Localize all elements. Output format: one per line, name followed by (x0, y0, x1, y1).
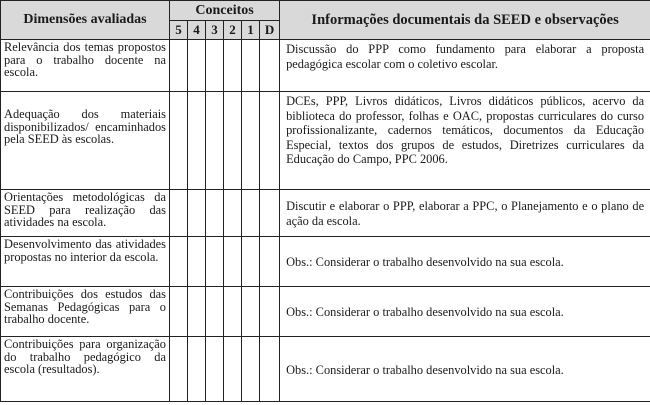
score-cell-3[interactable] (206, 190, 224, 237)
score-cell-2[interactable] (224, 40, 242, 92)
table-row (1, 337, 650, 402)
info-cell: DCEs, PPP, Livros didáticos, Livros didáticos públicos, acervo da biblioteca do professor, folhas e OAC, propostas curriculares do curso profissionalizante, cadernos temáticos, documentos da Educação Especial, textos dos grupos de estudos, Diretrizes curriculares da Educação do Campo, PPC 2006. (280, 92, 650, 190)
dimension-cell: Desenvolvimento das atividades propostas no interior da escola. (1, 237, 170, 287)
score-cell-4[interactable] (188, 337, 206, 402)
info-header: Informações documentais da SEED e observações (280, 1, 650, 40)
table-row (1, 40, 650, 92)
score-header-5: 5 (170, 21, 188, 40)
score-header-3: 3 (206, 21, 224, 40)
score-cell-2[interactable] (224, 337, 242, 402)
info-cell: Discussão do PPP como fundamento para elaborar a proposta pedagógica escolar com o coletivo escolar. (280, 40, 650, 92)
score-cell-5[interactable] (170, 190, 188, 237)
dimension-cell: Contribuições dos estudos das Semanas Pedagógicas para o trabalho docente. (1, 287, 170, 337)
score-cell-4[interactable] (188, 40, 206, 92)
score-header-1: 1 (242, 21, 260, 40)
score-cell-d[interactable] (260, 287, 280, 337)
score-cell-2[interactable] (224, 287, 242, 337)
score-cell-4[interactable] (188, 287, 206, 337)
score-cell-1[interactable] (242, 287, 260, 337)
score-cell-4[interactable] (188, 237, 206, 287)
table-row (1, 190, 650, 237)
header-row-top (1, 1, 650, 21)
score-cell-1[interactable] (242, 190, 260, 237)
dimension-cell: Adequação dos materiais disponibilizados/ encaminhados pela SEED às escolas. (1, 92, 170, 190)
score-cell-d[interactable] (260, 237, 280, 287)
info-cell: Obs.: Considerar o trabalho desenvolvido na sua escola. (280, 237, 650, 287)
score-cell-1[interactable] (242, 40, 260, 92)
score-header-4: 4 (188, 21, 206, 40)
score-cell-3[interactable] (206, 237, 224, 287)
score-cell-d[interactable] (260, 40, 280, 92)
score-cell-1[interactable] (242, 92, 260, 190)
score-cell-5[interactable] (170, 92, 188, 190)
score-cell-5[interactable] (170, 40, 188, 92)
score-cell-1[interactable] (242, 237, 260, 287)
score-cell-2[interactable] (224, 237, 242, 287)
table-row (1, 287, 650, 337)
score-cell-3[interactable] (206, 287, 224, 337)
score-cell-1[interactable] (242, 337, 260, 402)
score-cell-5[interactable] (170, 337, 188, 402)
score-header-d: D (260, 21, 280, 40)
dimensions-header: Dimensões avaliadas (1, 1, 170, 40)
dimension-cell: Contribuições para organização do trabalho pedagógico da escola (resultados). (1, 337, 170, 402)
score-cell-3[interactable] (206, 40, 224, 92)
info-cell: Discutir e elaborar o PPP, elaborar a PPC, o Planejamento e o plano de ação da escola. (280, 190, 650, 237)
concepts-header: Conceitos (170, 1, 280, 21)
score-cell-4[interactable] (188, 92, 206, 190)
table-row (1, 237, 650, 287)
score-cell-5[interactable] (170, 287, 188, 337)
dimension-cell: Orientações metodológicas da SEED para realização das atividades na escola. (1, 190, 170, 237)
dimension-cell: Relevância dos temas propostos para o trabalho docente na escola. (1, 40, 170, 92)
score-cell-3[interactable] (206, 337, 224, 402)
score-cell-d[interactable] (260, 337, 280, 402)
info-cell: Obs.: Considerar o trabalho desenvolvido na sua escola. (280, 337, 650, 402)
score-cell-d[interactable] (260, 92, 280, 190)
info-cell: Obs.: Considerar o trabalho desenvolvido na sua escola. (280, 287, 650, 337)
score-cell-5[interactable] (170, 237, 188, 287)
score-cell-3[interactable] (206, 92, 224, 190)
score-cell-d[interactable] (260, 190, 280, 237)
score-cell-4[interactable] (188, 190, 206, 237)
score-header-2: 2 (224, 21, 242, 40)
table-row (1, 92, 650, 190)
score-cell-2[interactable] (224, 190, 242, 237)
score-cell-2[interactable] (224, 92, 242, 190)
